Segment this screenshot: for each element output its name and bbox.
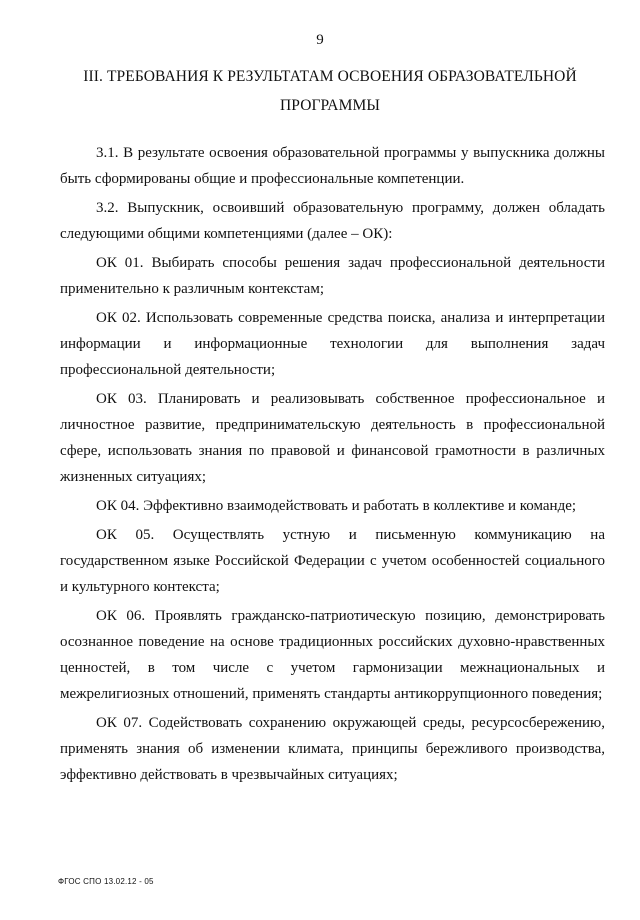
page-number: 9 <box>316 32 324 48</box>
footer-document-code: ФГОС СПО 13.02.12 - 05 <box>58 877 154 886</box>
paragraph-ok-06: ОК 06. Проявлять гражданско-патриотическую позицию, демонстрировать осознанное поведение на основе традиционных российских духовно-нравственных ценностей, в том числе с учетом гармонизации межнациональных и межрелигиозных отношений, применять стандарты антикоррупционного поведения; <box>60 608 605 702</box>
paragraph-ok-01: ОК 01. Выбирать способы решения задач профессиональной деятельности применительно к различным контекстам; <box>60 255 605 297</box>
paragraph-ok-02: ОК 02. Использовать современные средства поиска, анализа и интерпретации информации и информационные технологии для выполнения задач профессиональной деятельности; <box>60 310 605 378</box>
paragraph-3-1: 3.1. В результате освоения образовательной программы у выпускника должны быть сформированы общие и профессиональные компетенции. <box>60 145 605 187</box>
paragraph-ok-04: ОК 04. Эффективно взаимодействовать и работать в коллективе и команде; <box>96 498 577 514</box>
paragraph-ok-03: ОК 03. Планировать и реализовывать собственное профессиональное и личностное развитие, предпринимательскую деятельность в профессиональной сфере, использовать знания по правовой и финансовой грамотности в различных жизненных ситуациях; <box>60 391 605 485</box>
paragraph-ok-07: ОК 07. Содействовать сохранению окружающей среды, ресурсосбережению, применять знания об изменении климата, принципы бережливого производства, эффективно действовать в чрезвычайных ситуациях; <box>60 715 605 783</box>
body-text <box>60 140 605 791</box>
section-title: III. ТРЕБОВАНИЯ К РЕЗУЛЬТАТАМ ОСВОЕНИЯ ОБРАЗОВАТЕЛЬНОЙ ПРОГРАММЫ <box>83 68 577 114</box>
paragraph-ok-05: ОК 05. Осуществлять устную и письменную коммуникацию на государственном языке Российской Федерации с учетом особенностей социального и культурного контекста; <box>60 527 605 595</box>
paragraph-3-2: 3.2. Выпускник, освоивший образовательную программу, должен обладать следующими общими компетенциями (далее – ОК): <box>60 200 605 242</box>
